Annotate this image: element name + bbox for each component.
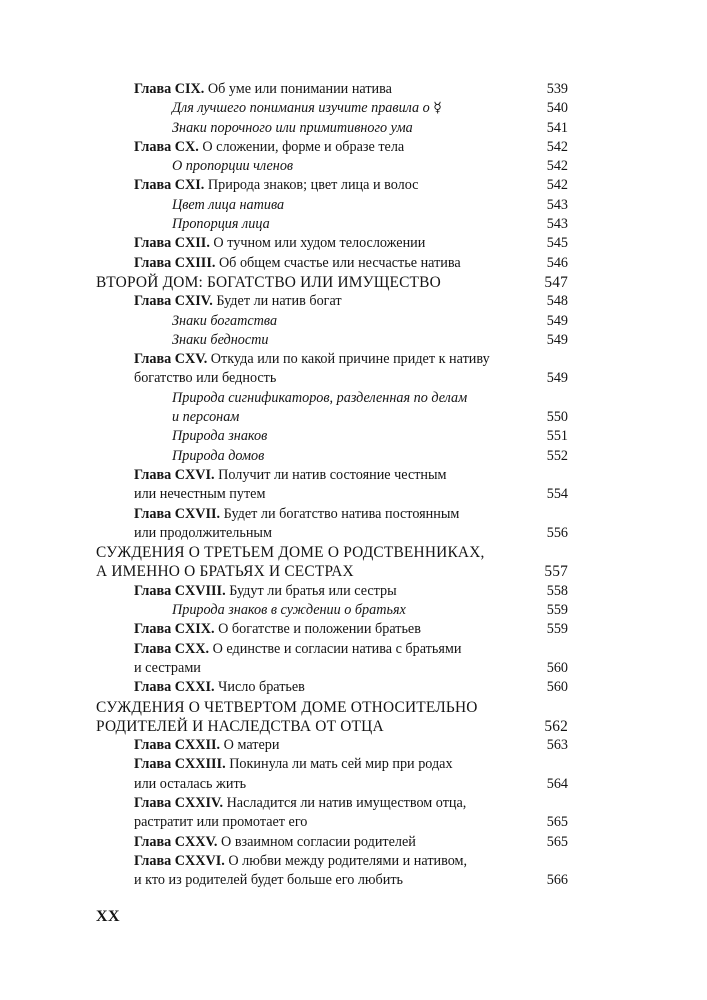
toc-entry-title: Цвет лица натива [172,196,285,213]
toc-entry-line [172,119,520,138]
toc-entry-title: Знаки бедности [172,331,269,348]
toc-page-number: 559 [546,621,568,638]
toc-entry-title: Для лучшего понимания изучите правила о ☿ [172,100,443,117]
toc-entry-line [96,273,520,292]
chapter-label: Глава CXXVI. [134,852,225,869]
toc-entry-sub [96,331,568,350]
toc-entry-sub [96,389,568,428]
chapter-label: Глава CXXI. [134,679,215,696]
toc-page-number: 546 [546,254,568,271]
chapter-label: Глава CXVI. [134,466,215,483]
toc-page-number: 541 [546,119,568,136]
toc-entry-line [172,447,520,466]
chapter-label: Глава CXXII. [134,737,221,754]
toc-entry-line [134,775,520,794]
toc-entry-chapter [96,794,568,833]
toc-entry-title: Откуда или по какой причине придет к нативу [210,351,490,368]
toc-page-number: 543 [546,216,568,233]
toc-entry-sub [96,196,568,215]
toc-entry-line [134,485,520,504]
toc-entry-title: Знаки богатства [172,312,278,329]
toc-page-number: 549 [546,331,568,348]
chapter-label: Глава CIX. [134,81,205,97]
chapter-label: Глава CXV. [134,351,208,368]
toc-entry-title: Получит ли натив состояние честным [218,466,447,483]
toc-page-number: 563 [546,737,568,754]
chapter-label: Глава CXIX. [134,621,215,638]
toc-page-number: 549 [546,370,568,387]
toc-entry-title: Пропорция лица [172,216,270,233]
toc-page-number: 547 [544,273,568,291]
toc-entry-title: растратит или промотает его [134,814,308,831]
toc-entry-title: Природа знаков [172,428,268,445]
toc-page-number: 565 [546,833,568,850]
toc-entry-chapter [96,678,568,697]
toc-entry-title: СУЖДЕНИЯ О ЧЕТВЕРТОМ ДОМЕ ОТНОСИТЕЛЬНО [96,698,478,716]
toc-entry-title: О взаимном согласии родителей [221,833,416,850]
chapter-label: Глава CXVIII. [134,582,226,599]
toc-entry-line [134,794,520,813]
toc-entry-text [96,234,568,253]
toc-entry-line [134,659,520,678]
toc-entry-line [134,620,520,639]
toc-entry-line [96,562,520,581]
toc-entry-title: Будет ли богатство натива постоянным [223,505,460,522]
toc-page-number: 565 [546,814,568,831]
toc-entry-title: О матери [223,737,280,754]
toc-entry-line [134,871,520,890]
chapter-label: Глава CXIV. [134,293,213,310]
toc-entry-text [96,215,568,234]
toc-entry-text [96,80,568,99]
toc-entry-chapter [96,755,568,794]
toc-entry-line [134,292,520,311]
toc-entry-line [134,678,520,697]
toc-entry-sub [96,427,568,446]
toc-entry-title: Покинула ли мать сей мир при родах [229,756,453,773]
toc-entry-text [96,138,568,157]
toc-entry-line [134,80,520,99]
toc-entry-line [134,176,520,195]
toc-entry-line [172,312,520,331]
toc-entry-line [172,215,520,234]
chapter-label: Глава CXX. [134,640,210,657]
toc-entry-chapter [96,833,568,852]
chapter-label: Глава CXXIV. [134,794,224,811]
toc-entry-line [172,408,520,427]
toc-entry-line [134,736,520,755]
toc-page-number: 542 [546,177,568,194]
toc-entry-sub [96,447,568,466]
toc-page-number: 552 [546,447,568,464]
toc-entry-title: О сложении, форме и образе тела [202,138,405,155]
toc-entry-text [96,698,568,737]
toc-entry-title: богатство или бедность [134,370,277,387]
toc-entry-text [96,292,568,311]
toc-entry-text [96,794,568,833]
toc-page-number: 558 [546,582,568,599]
toc-page-number: 550 [546,409,568,426]
toc-page-number: 560 [546,659,568,676]
toc-entry-line [96,717,520,736]
toc-entry-title: ВТОРОЙ ДОМ: БОГАТСТВО ИЛИ ИМУЩЕСТВО [96,273,441,291]
toc-entry-title: или осталась жить [134,775,247,792]
toc-entry-title: О тучном или худом телосложении [213,235,426,252]
toc-page-number: 556 [546,524,568,541]
toc-entry-text [96,157,568,176]
toc-entry-text [96,833,568,852]
toc-page-number: 560 [546,679,568,696]
chapter-label: Глава CXXIII. [134,756,226,773]
toc-entry-title: Об уме или понимании натива [207,81,392,97]
toc-page-number: 548 [546,293,568,310]
toc-entry-text [96,176,568,195]
toc-entry-line [134,813,520,832]
toc-page-number: 559 [546,602,568,619]
toc-entry-title: О единстве и согласии натива с братьями [212,640,462,657]
toc-entry-line [134,254,520,273]
toc-entry-text [96,254,568,273]
toc-entry-title: или нечестным путем [134,486,266,503]
toc-entry-line [172,389,520,408]
toc-entry-section [96,543,568,582]
toc-entry-text [96,427,568,446]
toc-entry-title: и кто из родителей будет больше его любить [134,872,403,889]
toc-entry-line [172,157,520,176]
toc-entry-line [134,234,520,253]
toc-entry-line [134,852,520,871]
toc-entry-chapter [96,292,568,311]
toc-entry-sub [96,312,568,331]
toc-entry-text [96,273,568,292]
toc-entry-line [134,138,520,157]
toc-entry-chapter [96,80,568,99]
toc-entry-text [96,736,568,755]
toc-entry-sub [96,99,568,118]
toc-entry-section [96,698,568,737]
toc-entry-text [96,196,568,215]
toc-entry-title: Насладится ли натив имуществом отца, [226,794,467,811]
toc-page-number: 539 [546,81,568,97]
toc-entry-line [172,331,520,350]
toc-entry-chapter [96,505,568,544]
toc-entry-text [96,331,568,350]
toc-entry-line [172,99,520,118]
toc-entry-chapter [96,582,568,601]
toc-entry-line [134,505,520,524]
toc-entry-text [96,389,568,428]
toc-entry-title: и сестрами [134,659,201,676]
toc-entry-text [96,852,568,891]
toc-page-number: 557 [544,563,568,581]
toc-entry-title: Знаки порочного или примитивного ума [172,119,413,136]
toc-entry-title: РОДИТЕЛЕЙ И НАСЛЕДСТВА ОТ ОТЦА [96,717,384,735]
toc-entry-title: Будут ли братья или сестры [229,582,397,599]
toc-entry-sub [96,601,568,620]
toc-page-number: 554 [546,486,568,503]
toc-page-number: 542 [546,138,568,155]
toc-entry-title: и персонам [172,409,240,426]
toc-entry-line [96,543,520,562]
toc-entry-line [134,350,520,369]
toc-entry-line [134,833,520,852]
toc-entry-title: О любви между родителями и нативом, [228,852,468,869]
toc-page-number: 564 [546,775,568,792]
chapter-label: Глава CXI. [134,177,205,194]
toc-entry-text [96,350,568,389]
toc-entry-chapter [96,138,568,157]
toc-entry-text [96,119,568,138]
toc-entry-title: СУЖДЕНИЯ О ТРЕТЬЕМ ДОМЕ О РОДСТВЕННИКАХ, [96,544,485,562]
toc-page-number: 549 [546,312,568,329]
toc-entry-text [96,640,568,679]
toc-page-number: 543 [546,196,568,213]
toc-entry-text [96,447,568,466]
toc-entry-line [96,698,520,717]
toc-entry-title: Природа сигнификаторов, разделенная по делам [172,389,468,406]
toc-page-number: 562 [544,717,568,735]
toc-page-number: 566 [546,872,568,889]
toc-page-number: 542 [546,158,568,175]
chapter-label: Глава CXXV. [134,833,218,850]
toc-entry-chapter [96,640,568,679]
toc-entry-line [172,427,520,446]
toc-page-number: 545 [546,235,568,252]
toc-entry-line [172,196,520,215]
toc-entry-title: О пропорции членов [172,158,294,175]
toc-entry-text [96,99,568,118]
toc-entry-text [96,466,568,505]
toc-entry-chapter [96,176,568,195]
toc-entry-title: Природа домов [172,447,265,464]
toc-entry-line [134,582,520,601]
toc-entry-line [134,466,520,485]
table-of-contents [96,80,568,890]
toc-entry-text [96,620,568,639]
toc-entry-title: или продолжительным [134,524,272,541]
chapter-label: Глава CXII. [134,235,210,252]
toc-entry-section [96,273,568,292]
toc-entry-title: А ИМЕННО О БРАТЬЯХ И СЕСТРАХ [96,563,354,581]
chapter-label: Глава CXIII. [134,254,216,271]
toc-entry-chapter [96,466,568,505]
toc-entry-title: О богатстве и положении братьев [218,621,421,638]
toc-entry-text [96,601,568,620]
toc-page-number: 540 [546,100,568,117]
page-number: XX [96,908,121,925]
toc-entry-text [96,755,568,794]
toc-entry-title: Число братьев [218,679,305,696]
toc-entry-chapter [96,620,568,639]
chapter-label: Глава CXVII. [134,505,221,522]
toc-entry-chapter [96,254,568,273]
toc-entry-title: Природа знаков в суждении о братьях [172,602,406,619]
toc-entry-line [172,601,520,620]
toc-entry-title: Природа знаков; цвет лица и волос [207,177,419,194]
toc-entry-chapter [96,852,568,891]
toc-entry-text [96,678,568,697]
toc-entry-text [96,505,568,544]
toc-entry-line [134,369,520,388]
chapter-label: Глава CX. [134,138,199,155]
toc-entry-chapter [96,736,568,755]
toc-entry-line [134,524,520,543]
toc-entry-line [134,755,520,774]
toc-entry-chapter [96,234,568,253]
toc-entry-sub [96,215,568,234]
toc-entry-sub [96,119,568,138]
toc-entry-title: Об общем счастье или несчастье натива [218,254,461,271]
toc-entry-title: Будет ли натив богат [216,293,342,310]
toc-entry-text [96,312,568,331]
toc-entry-text [96,543,568,582]
toc-entry-line [134,640,520,659]
toc-entry-chapter [96,350,568,389]
toc-page-number: 551 [546,428,568,445]
toc-entry-text [96,582,568,601]
toc-entry-sub [96,157,568,176]
